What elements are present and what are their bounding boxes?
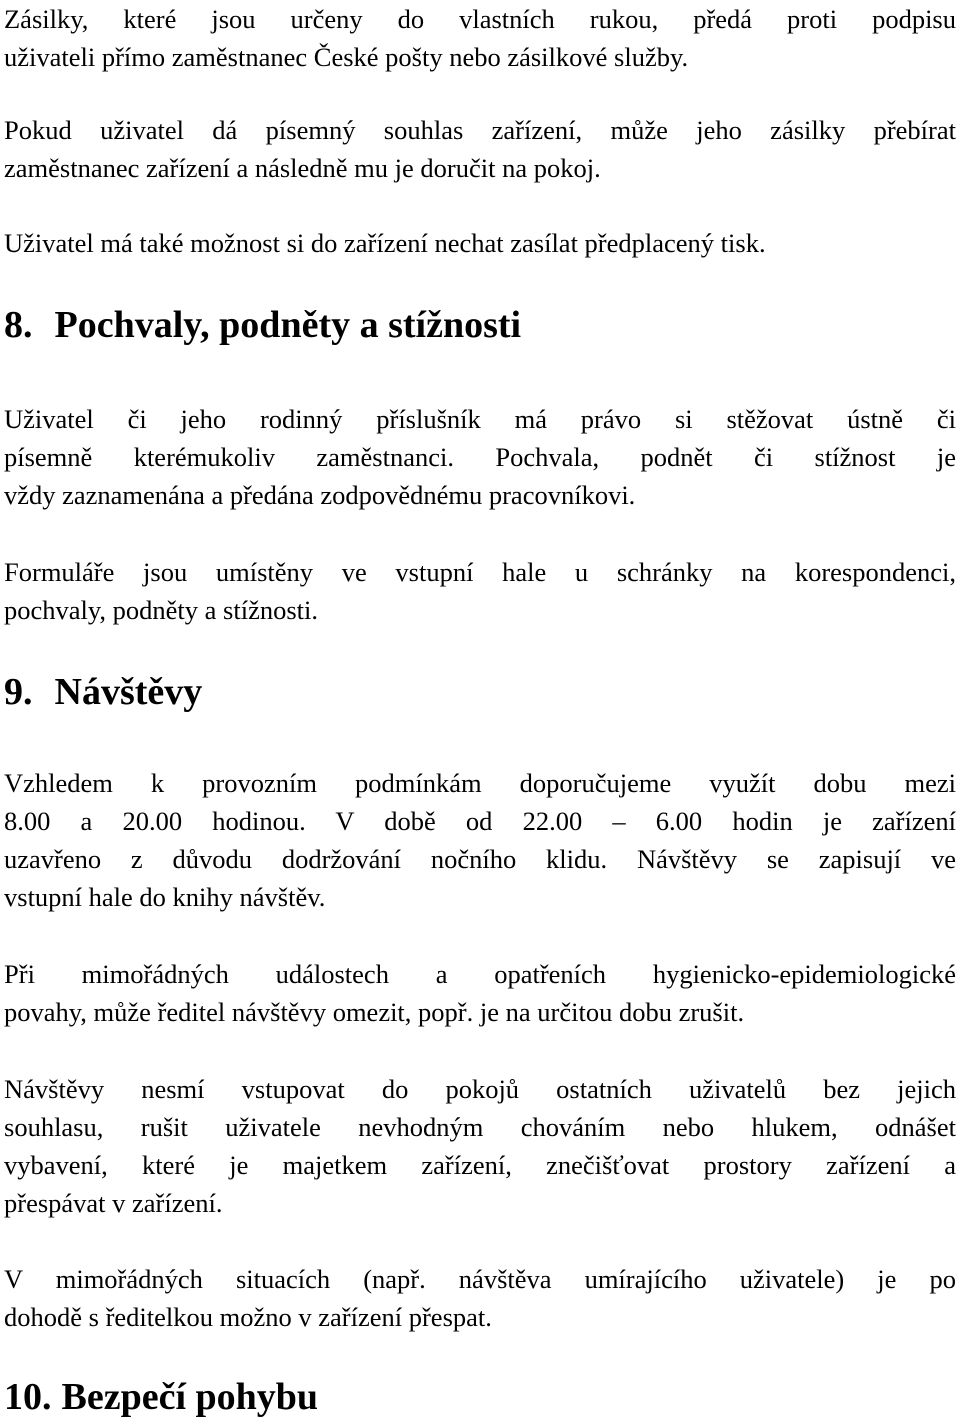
paragraph-line: uživateli přímo zaměstnanec České pošty nebo zásilkové služby.: [4, 42, 689, 72]
paragraph-line: V mimořádných situacích (např. návštěva umírajícího uživatele) je po: [4, 1264, 956, 1294]
paragraph-line: Formuláře jsou umístěny ve vstupní hale u schránky na korespondenci,: [4, 557, 956, 587]
paragraph-line: Zásilky, které jsou určeny do vlastních rukou, předá proti podpisu: [4, 4, 956, 34]
section-heading-10: [4, 1374, 318, 1420]
heading-number: 9.: [4, 671, 33, 713]
paragraph-line: zaměstnanec zařízení a následně mu je doručit na pokoj.: [4, 153, 601, 183]
paragraph-line: 8.00 a 20.00 hodinou. V době od 22.00 – 6.00 hodin je zařízení: [4, 806, 956, 836]
section-heading-9: [4, 669, 202, 715]
paragraph-line: Vzhledem k provozním podmínkám doporučujeme využít dobu mezi: [4, 768, 956, 798]
paragraph-line: vybavení, které je majetkem zařízení, znečišťovat prostory zařízení a: [4, 1150, 956, 1180]
paragraph-line: přespávat v zařízení.: [4, 1188, 223, 1218]
paragraph-line: souhlasu, rušit uživatele nevhodným chováním nebo hlukem, odnášet: [4, 1112, 956, 1142]
heading-title: Bezpečí pohybu: [61, 1376, 319, 1418]
paragraph-line: Pokud uživatel dá písemný souhlas zařízení, může jeho zásilky přebírat: [4, 115, 956, 145]
paragraph-line: Uživatel má také možnost si do zařízení nechat zasílat předplacený tisk.: [4, 228, 766, 258]
heading-number: 10.: [4, 1376, 52, 1418]
heading-number: 8.: [4, 304, 33, 346]
paragraph-line: vstupní hale do knihy návštěv.: [4, 882, 326, 912]
paragraph-line: Při mimořádných událostech a opatřeních hygienicko-epidemiologické: [4, 959, 956, 989]
paragraph-line: dohodě s ředitelkou možno v zařízení přespat.: [4, 1302, 492, 1332]
paragraph-line: Uživatel či jeho rodinný příslušník má právo si stěžovat ústně či: [4, 404, 956, 434]
paragraph-line: Návštěvy nesmí vstupovat do pokojů ostatních uživatelů bez jejich: [4, 1074, 956, 1104]
paragraph-line: písemně kterémukoliv zaměstnanci. Pochvala, podnět či stížnost je: [4, 442, 956, 472]
paragraph-line: vždy zaznamenána a předána zodpovědnému pracovníkovi.: [4, 480, 636, 510]
heading-title: Návštěvy: [54, 671, 203, 713]
paragraph-line: povahy, může ředitel návštěvy omezit, popř. je na určitou dobu zrušit.: [4, 997, 745, 1027]
paragraph-line: uzavřeno z důvodu dodržování nočního klidu. Návštěvy se zapisují ve: [4, 844, 956, 874]
paragraph-line: pochvaly, podněty a stížnosti.: [4, 595, 319, 625]
heading-title: Pochvaly, podněty a stížnosti: [54, 304, 522, 346]
section-heading-8: [4, 302, 521, 348]
